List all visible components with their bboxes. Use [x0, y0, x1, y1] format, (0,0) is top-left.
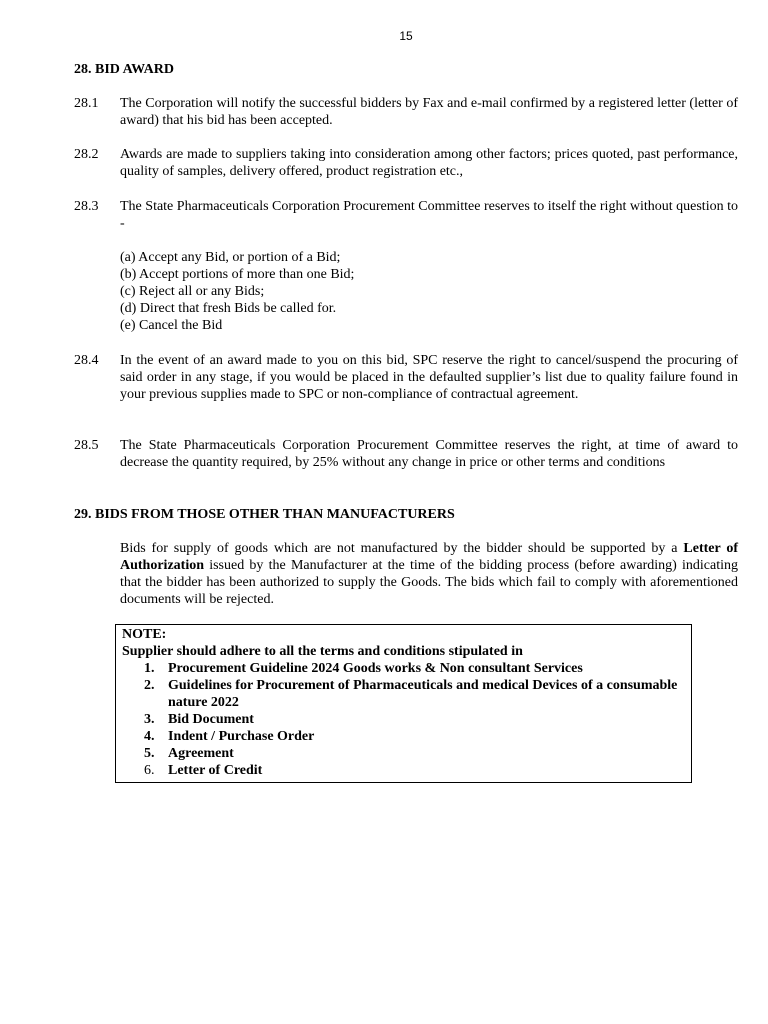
- clause-number: 28.2: [74, 147, 99, 162]
- note-list-item: [122, 711, 685, 728]
- section-29-heading: 29. BIDS FROM THOSE OTHER THAN MANUFACTURERS: [74, 507, 455, 522]
- item-number: 5.: [144, 746, 155, 761]
- note-label: NOTE:: [122, 627, 167, 642]
- paragraph-text: Bids for supply of goods which are not manufactured by the bidder should be supported by a: [120, 541, 684, 556]
- note-list-item: [122, 762, 685, 779]
- clause-28-1: [74, 95, 738, 129]
- list-item: (a) Accept any Bid, or portion of a Bid;: [120, 250, 341, 265]
- clause-28-5: [74, 437, 738, 471]
- clause-number: 28.5: [74, 438, 99, 453]
- item-text: Indent / Purchase Order: [168, 729, 315, 744]
- clause-text: The State Pharmaceuticals Corporation Procurement Committee reserves to itself the right without question to -: [120, 199, 738, 231]
- clause-text: Awards are made to suppliers taking into consideration among other factors; prices quoted, past performance, quality of samples, delivery offered, product registration etc.,: [120, 147, 738, 179]
- item-number: 3.: [144, 712, 155, 727]
- list-item: (c) Reject all or any Bids;: [120, 284, 265, 299]
- list-item: (d) Direct that fresh Bids be called for.: [120, 301, 337, 316]
- clause-28-3: [74, 198, 738, 232]
- award-options-list: [120, 249, 720, 334]
- note-list: [122, 660, 685, 779]
- item-text: Guidelines for Procurement of Pharmaceuticals and medical Devices of a consumable nature 2022: [168, 678, 678, 710]
- note-list-item: [122, 745, 685, 762]
- clause-number: 28.3: [74, 199, 99, 214]
- item-text: Bid Document: [168, 712, 254, 727]
- clause-text: In the event of an award made to you on this bid, SPC reserve the right to cancel/suspend the procuring of said order in any stage, if you would be placed in the defaulted supplier’s list due to quality failure found in your previous supplies made to SPC or non-compliance of contractual agreement.: [120, 353, 738, 402]
- item-number: 4.: [144, 729, 155, 744]
- page-number: 15: [399, 29, 413, 43]
- section-29-paragraph: [120, 540, 738, 608]
- clause-text: The State Pharmaceuticals Corporation Procurement Committee reserves the right, at time of award to decrease the quantity required, by 25% without any change in price or other terms and conditions: [120, 438, 738, 470]
- note-intro: Supplier should adhere to all the terms and conditions stipulated in: [122, 644, 523, 659]
- clause-28-2: [74, 146, 738, 180]
- letter-of-authorization-term: Letter of Authorization: [120, 541, 738, 573]
- item-number: 1.: [144, 661, 155, 676]
- item-number: 6.: [144, 763, 155, 778]
- item-text: Agreement: [168, 746, 234, 761]
- note-list-item: [122, 728, 685, 745]
- item-number: 2.: [144, 678, 155, 693]
- note-box: [115, 624, 692, 783]
- item-text: Letter of Credit: [168, 763, 263, 778]
- paragraph-text: issued by the Manufacturer at the time of the bidding process (before awarding) indicating that the bidder has been authorized to supply the Goods. The bids which fail to comply with aforementioned documents will be rejected.: [120, 558, 738, 607]
- clause-number: 28.1: [74, 96, 99, 111]
- clause-28-4: [74, 352, 738, 403]
- list-item: (e) Cancel the Bid: [120, 318, 223, 333]
- section-28-heading: 28. BID AWARD: [74, 62, 174, 77]
- clause-number: 28.4: [74, 353, 99, 368]
- list-item: (b) Accept portions of more than one Bid;: [120, 267, 355, 282]
- clause-text: The Corporation will notify the successful bidders by Fax and e-mail confirmed by a registered letter (letter of award) that his bid has been accepted.: [120, 96, 738, 128]
- note-list-item: [122, 677, 685, 711]
- item-text: Procurement Guideline 2024 Goods works & Non consultant Services: [168, 661, 583, 676]
- note-list-item: [122, 660, 685, 677]
